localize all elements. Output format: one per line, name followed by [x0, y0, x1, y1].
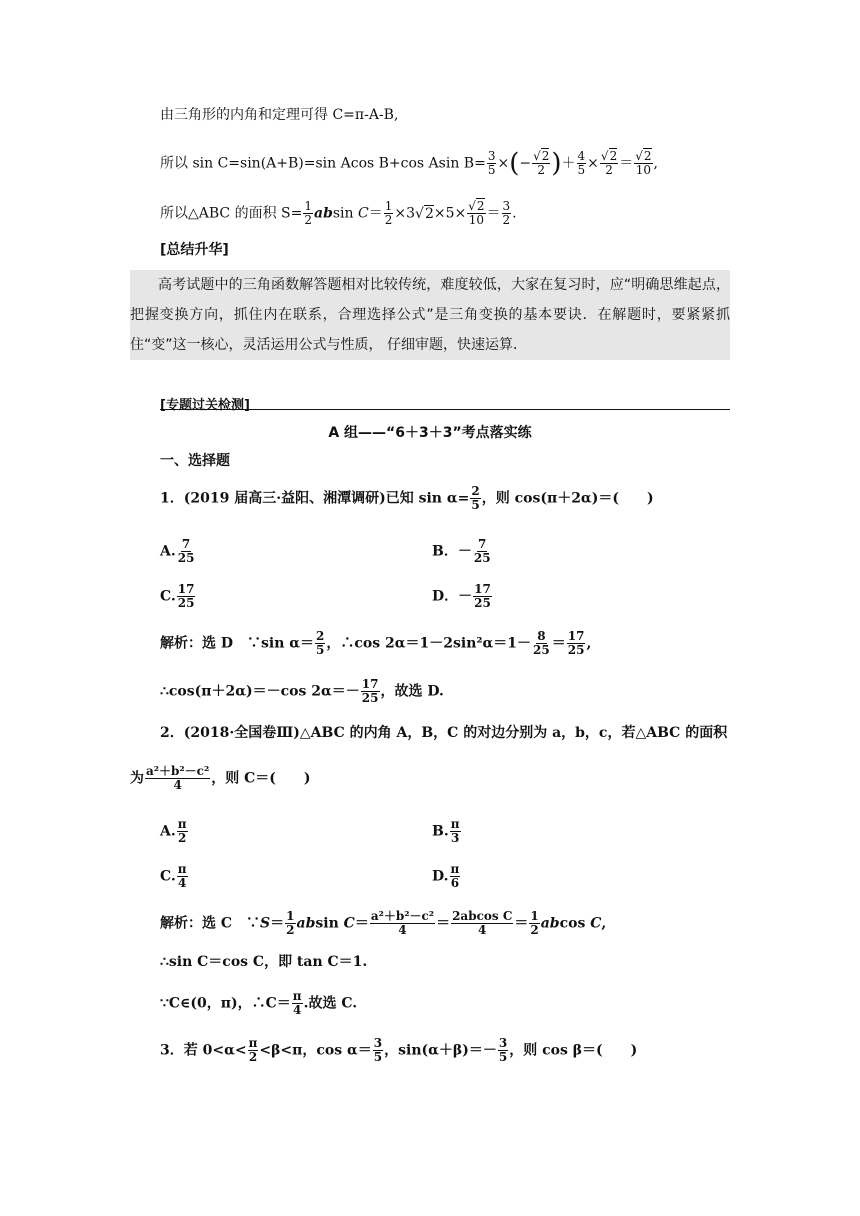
question-2-solution-3: ∵C∈(0，π)，∴C＝ $\frac{\pi}{4}$ .故选 C. — [160, 989, 358, 1017]
fraction: $\frac{3}{5}$ — [487, 149, 496, 177]
topic-divider — [160, 409, 730, 410]
question-1-option-d[interactable]: D．－ $\frac{17}{25}$ — [432, 582, 491, 610]
topic-header: [专题过关检测] — [160, 398, 250, 413]
question-2-solution-2: ∴sin C＝cos C，即 tan C＝1. — [160, 954, 368, 970]
question-2-option-b[interactable]: B. $\frac{\pi}{3}$ — [432, 817, 460, 845]
solution-line-angle-sum: 由三角形的内角和定理可得 C=π-A-B, — [160, 107, 399, 123]
question-2-stem: 2．(2018·全国卷Ⅲ)△ABC 的内角 A，B，C 的对边分别为 a，b，c，若△ABC 的面积 — [160, 725, 728, 741]
question-1-solution-2: ∴cos(π＋2α)＝－cos 2α＝－ $\frac{17}{25}$ ，故选 D. — [160, 677, 444, 705]
question-3-stem: 3．若 0<α< $\frac{\pi}{2}$ <β<π，cos α＝ $\frac{3}{5}$ ，sin(α＋β)＝－ $\frac{3}{5}$ ，则 cos β＝( ) — [160, 1036, 638, 1064]
question-2-stem-2: 为 $\frac{\text{a²＋b²－c²}}{4}$ ，则 C＝( ) — [130, 764, 311, 792]
solution-line-area: 所以△ABC 的面积 S= $\frac{1}{2}$ absin C＝ $\frac{1}{2}$ ×3√ 2×5× √ $\frac{2}{10}$ ＝ $\frac{3}{2}$ . — [160, 200, 517, 227]
question-1-option-b[interactable]: B．－ $\frac{7}{25}$ — [432, 537, 491, 565]
question-1-option-c[interactable]: C. $\frac{17}{25}$ — [160, 582, 195, 610]
question-1-stem: 1．(2019 届高三·益阳、湘潭调研)已知 sin α= $\frac{2}{5}$ ，则 cos(π＋2α)＝( ) — [160, 484, 654, 512]
question-2-solution: 解析：选 C ∵S＝ $\frac{1}{2}$ absin C＝ $\frac{\text{a²＋b²－c²}}{4}$ ＝ $\frac{\text{2abcos C}}{4}$ ＝ $\frac{1}{2}$ abcos C, — [160, 909, 607, 937]
question-2-option-d[interactable]: D. $\frac{\pi}{6}$ — [432, 862, 460, 890]
section-title: 一、选择题 — [160, 453, 230, 469]
summary-title: [总结升华] — [160, 242, 229, 258]
question-1-option-a[interactable]: A. $\frac{7}{25}$ — [160, 537, 195, 565]
question-1-solution: 解析：选 D ∵sin α＝ $\frac{2}{5}$ ，∴cos 2α＝1－2sin²α＝1－ $\frac{8}{25}$ ＝ $\frac{17}{25}$ , — [160, 629, 592, 657]
question-2-option-a[interactable]: A. $\frac{\pi}{2}$ — [160, 817, 187, 845]
solution-line-sinC: 所以 sin C=sin(A+B)=sin Acos B+cos Asin B= $\frac{3}{5}$ ×(− √ $\frac{2}{2}$ )＋ $\frac{4}{5}$ × √ $\frac{2}{2}$ ＝ √ $\frac{2}{10}$ , — [160, 150, 658, 177]
group-title: A 组——“6＋3＋3”考点落实练 — [328, 425, 532, 441]
summary-body: 高考试题中的三角函数解答题相对比较传统，难度较低，大家在复习时，应“明确思维起点，把握变换方向，抓住内在联系，合理选择公式”是三角变换的基本要诀．在解题时，要紧紧抓住“变”这一核心，灵活运用公式与性质， 仔细审题，快速运算． — [130, 277, 730, 353]
question-2-option-c[interactable]: C. $\frac{\pi}{4}$ — [160, 862, 187, 890]
